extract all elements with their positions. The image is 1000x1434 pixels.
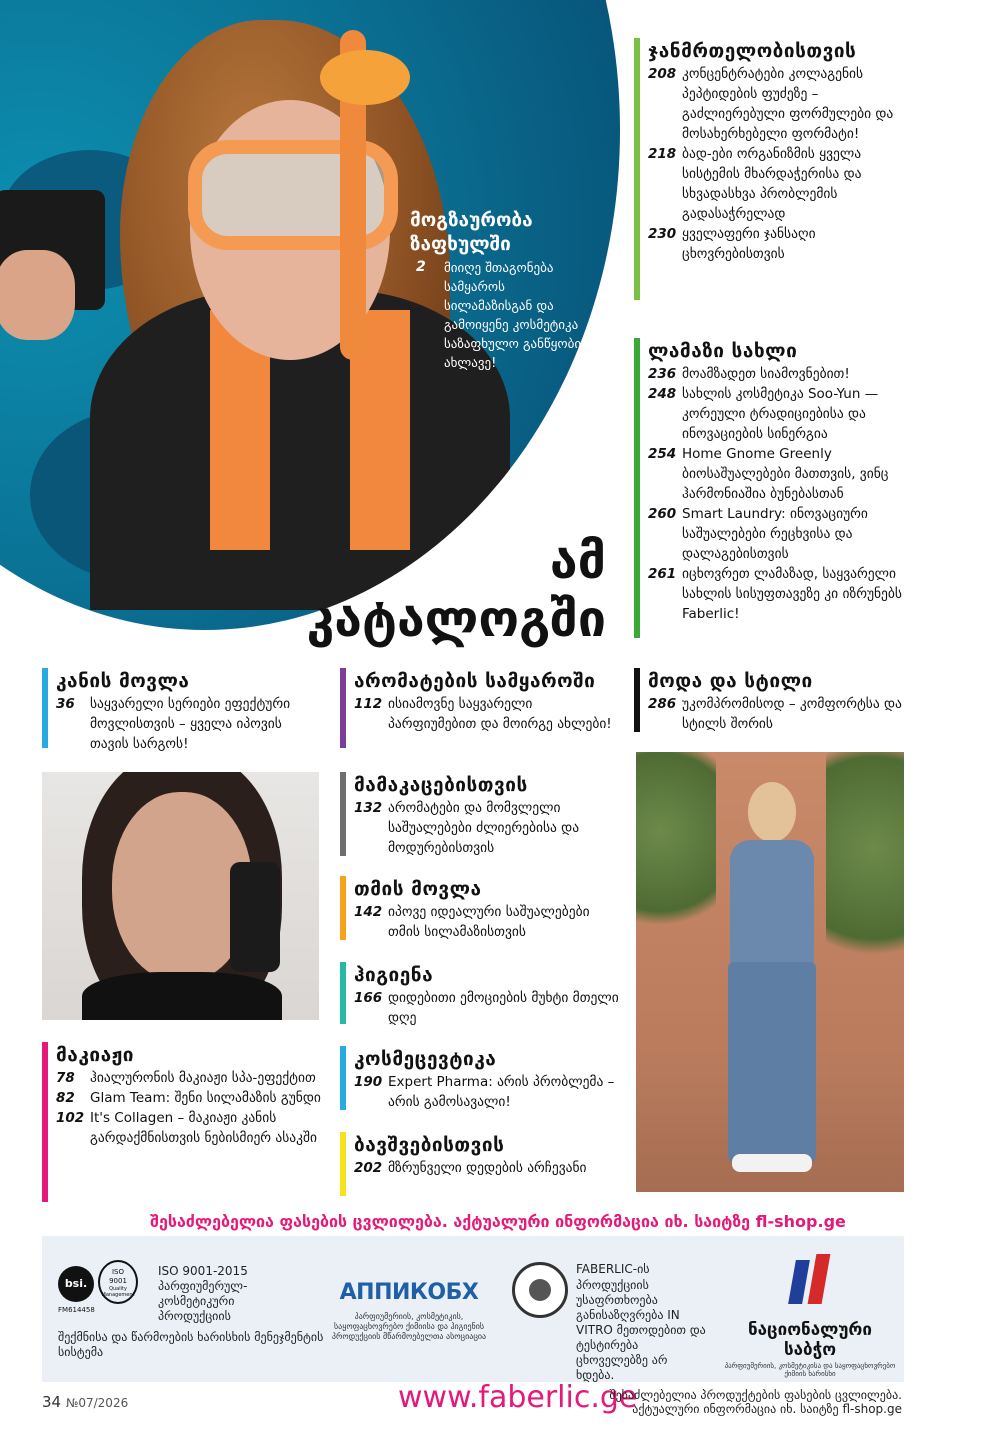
section-hair [340,876,620,942]
logo-stripe [808,1254,831,1304]
toc-entry[interactable]: 190 Expert Pharma: არის პრობლემა – არის გამოსავალი! [354,1074,615,1110]
website-link[interactable]: www.faberlic.ge [398,1380,638,1415]
toc-entry[interactable]: 248 სახლის კოსმეტიკა Soo-Yun — კორეული ტრადიციებისა და ინოვაციების სინერგია [648,386,879,442]
appikobh-text: პარფიუმერიის, კოსმეტიკის, საყოფაცხოვრებო ქიმიისა და ჰიგიენის პროდუქციის მწარმოებელთა ასოციაცია [331,1312,487,1341]
section-bar [340,876,346,940]
plant-leaves [826,752,904,992]
toc-entry[interactable]: 218 ბად-ები ორგანიზმის ყველა სისტემის მხარდაჭერისა და სხვადასხვა პრობლემის გადასაჭრელად [648,146,862,222]
toc-entry[interactable]: 236 მოამზადეთ სიამოვნებით! [648,366,850,382]
fish-icon [320,50,410,105]
iso-system-text: შექმნისა და წარმოების ხარისხის მენეჯმენტის სისტემა [58,1330,324,1359]
toc-entry[interactable]: 261 იცხოვრეთ ლამაზად, საყვარელი სახლის სისუფთავეზე კი იზრუნებს Faberlic! [648,566,902,622]
toc-entry[interactable]: 208 კონცენტრატები კოლაგენის პეპტიდების ფუძეზე – გაძლიერებული ფორმულები და მოსახერხებელი ფორმატი! [648,66,894,142]
diving-mask [188,140,398,250]
section-fashion [634,668,914,734]
section-title: თმის მოვლა [354,878,482,900]
section-hygiene [340,962,620,1028]
section-title: ბავშვებისთვის [354,1134,505,1156]
section-aroma [340,668,620,734]
section-cosmeceutics [340,1046,620,1112]
section-bar [634,338,640,638]
page-footer-number: 34 №07/2026 [42,1393,129,1411]
section-bar [340,962,346,1024]
fashion-photo [636,752,904,1192]
iso-info: ISO 9001-2015 პარფიუმერულ-კოსმეტიკური პროდუქციის [158,1264,248,1323]
section-title: ჯანმრთელობისთვის [648,40,857,62]
section-title: ლამაზი სახლი [648,340,798,362]
bsi-logo [58,1260,142,1314]
section-bar [340,668,346,748]
national-council-sub: პარფიუმერიის, კოსმეტიკისა და საყოფაცხოვრებო ქიმიის ხარისხი [724,1362,896,1378]
section-health [634,38,914,264]
appikobh-logo: АППИКОБХ [339,1280,479,1305]
hand [0,250,75,340]
hero-page-number: 2 [416,259,426,275]
national-council-logo [782,1254,838,1310]
section-skin [42,668,312,754]
faberlic-safety: FABERLIC-ის [576,1262,650,1276]
section-bar [340,1132,346,1196]
bsi-badge: bsi. [58,1266,94,1302]
hero-description: მიიღე შთაგონება სამყაროს სილამაზისგან და გამოიყენე კოსმეტიკა საზაფხულო განწყობით ახლავე! [444,261,592,371]
toc-entry[interactable]: 102 It's Collagen – მაკიაჟი კანის გარდაქმნისთვის ნებისმიერ ასაკში [56,1110,317,1146]
catalog-title: ამ კატალოგში [306,532,606,648]
skin-care-photo [42,772,319,1020]
toc-entry[interactable]: 286 უკომპრომისოდ – კომფორტსა და სტილს შორის [648,696,902,732]
section-bar [340,772,346,856]
section-title: მაკიაჟი [56,1044,135,1066]
faberlic-safety-text: პროდუქციის უსაფრთხოება განისაზღვრება IN VITRO მეთოდებით და ტესტირება ცხოველებზე არ ხდება. [576,1278,706,1382]
certifications-box [42,1236,904,1382]
section-bar [340,1046,346,1110]
toc-entry[interactable]: 166 დიდებითი ემოციების მუხტი მთელი დღე [354,990,619,1026]
fm-number: FM614458 [58,1306,95,1314]
section-men [340,772,620,858]
model-trousers [728,962,816,1162]
toc-entry[interactable]: 254 Home Gnome Greenly ბიოსაშუალებები მათთვის, ვინც ჰარმონიაშია ბუნებასთან [648,446,889,502]
model-shoes [732,1154,812,1172]
section-title: კანის მოვლა [56,670,190,692]
price-change-notice: შესაძლებელია ფასების ცვლილება. აქტუალური ინფორმაცია იხ. საიტზე fl-shop.ge [150,1212,846,1231]
national-council-title: ნაციონალური საბჭო [747,1320,873,1360]
section-home [634,338,914,624]
toc-entry[interactable]: 82 Glam Team: შენი სილამაზის გუნდი [56,1090,321,1106]
model-head [748,782,796,842]
section-bar [42,668,48,748]
toc-entry[interactable]: 132 არომატები და მომვლელი საშუალებები ძლიერებისა და მოდურებისთვის [354,800,580,856]
plant-leaves [636,752,716,952]
toc-entry[interactable]: 202 მზრუნველი დედების არჩევანი [354,1160,587,1176]
toc-entry[interactable]: 230 ყველაფერი ჯანსაღი ცხოვრებისთვის [648,226,816,262]
model-top [82,972,282,1020]
toc-entry[interactable]: 78 ჰიალურონის მაკიაჟი სპა-ეფექტით [56,1070,316,1086]
section-title: კოსმეცევტიკა [354,1048,497,1070]
section-kids [340,1132,620,1178]
toc-entry[interactable]: 112 ისიამოვნე საყვარელი პარფიუმებით და მოირგე ახლები! [354,696,612,732]
iso-badge: ISO 9001 Quality Management [98,1260,138,1304]
logo-stripe [788,1260,810,1304]
section-makeup [42,1042,322,1148]
serum-bottle [230,862,280,972]
section-bar [634,668,640,732]
toc-entry[interactable]: 260 Smart Laundry: ინოვაციური საშუალებები რეცხვისა და დალაგებისთვის [648,506,868,562]
section-title: არომატების სამყაროში [354,670,596,692]
model-top [730,840,814,970]
section-title: ჰიგიენა [354,964,434,986]
toc-entry[interactable]: 36 საყვარელი სერიები ეფექტური მოვლისთვის – ყველა იპოვის თავის სარგოს! [56,696,291,752]
hero-title: მოგზაურობა ზაფხულში [410,209,533,255]
section-bar [42,1042,48,1202]
toc-entry[interactable]: 142 იპოვე იდეალური საშუალებები თმის სილამაზისთვის [354,904,590,940]
footer-disclaimer: შესაძლებელია პროდუქტების ფასების ცვლილება. აქტუალური ინფორმაცია იხ. საიტზე fl-shop.ge [609,1388,902,1416]
section-title: მამაკაცებისთვის [354,774,528,796]
section-title: მოდა და სტილი [648,670,813,692]
section-bar [634,38,640,300]
